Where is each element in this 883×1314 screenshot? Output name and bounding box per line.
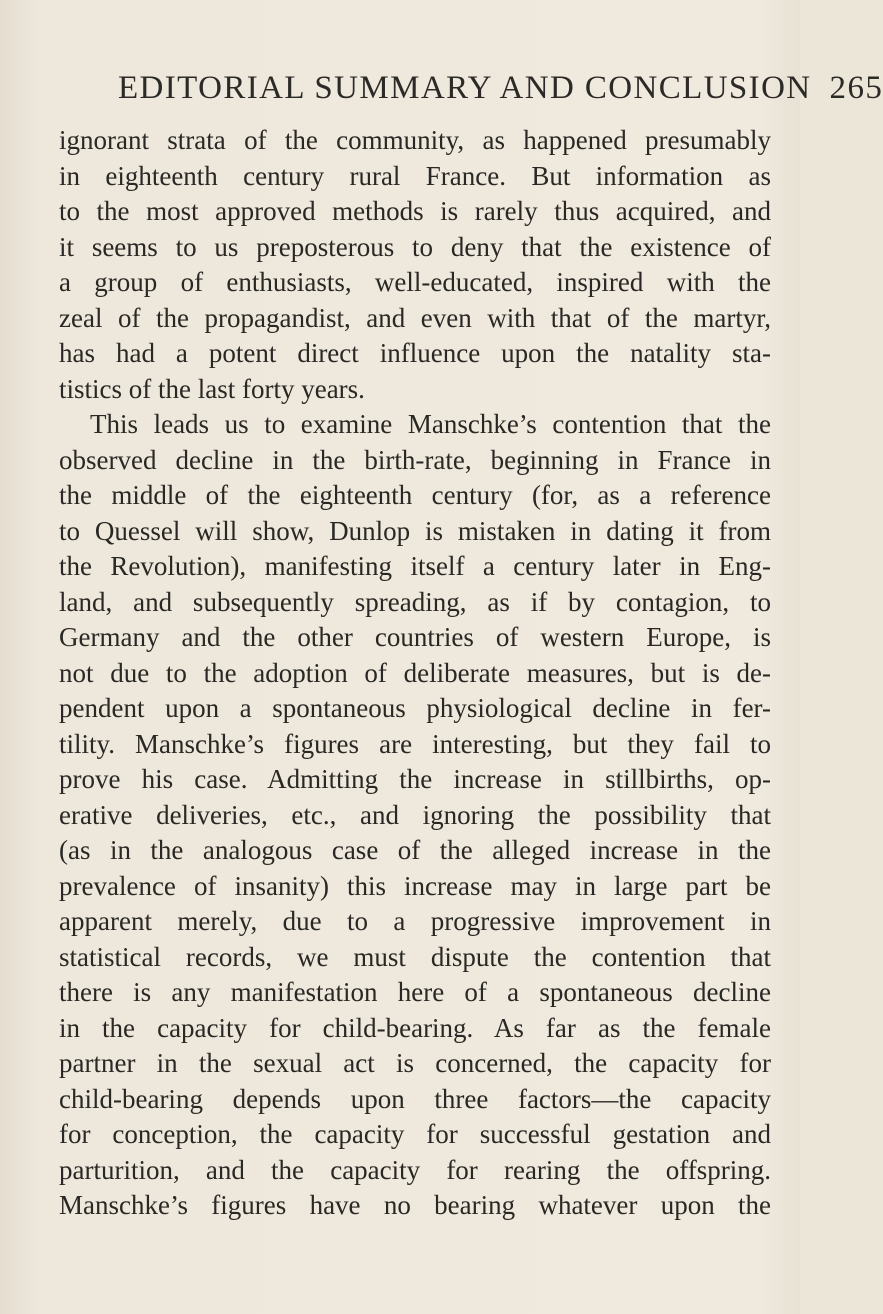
text-line: land, and subsequently spreading, as if by contagion, to xyxy=(59,586,771,617)
text-line: to the most approved methods is rarely thus acquired, and xyxy=(59,196,771,226)
text-line: for conception, the capacity for successful gestation and xyxy=(59,1119,771,1149)
text-line: the Revolution), manifesting itself a century later in Eng- xyxy=(59,551,771,581)
text-line: ignorant strata of the community, as happened presumably xyxy=(59,125,771,155)
text-line: observed decline in the birth-rate, beginning in France in xyxy=(59,444,771,475)
text-line: statistical records, we must dispute the contention that xyxy=(59,941,771,972)
text-line: in the capacity for child-bearing. As far as the female xyxy=(59,1012,771,1043)
text-line: Germany and the other countries of western Europe, is xyxy=(59,622,771,652)
text-line: it seems to us preposterous to deny that the existence of xyxy=(59,231,771,262)
text-line: in eighteenth century rural France. But information as xyxy=(59,160,771,191)
text-line: apparent merely, due to a progressive improvement in xyxy=(59,906,771,936)
text-line: This leads us to examine Manschke’s contention that the xyxy=(90,409,771,439)
text-line: tistics of the last forty years. xyxy=(59,373,365,404)
text-line: prove his case. Admitting the increase in stillbirths, op- xyxy=(59,764,771,794)
page-number: 265 xyxy=(829,70,883,106)
running-header xyxy=(118,70,883,107)
text-line: child-bearing depends upon three factors—the capacity xyxy=(59,1083,771,1114)
header-title: EDITORIAL SUMMARY AND CONCLUSION xyxy=(118,70,812,106)
text-line: not due to the adoption of deliberate measures, but is de- xyxy=(59,657,771,688)
text-line: tility. Manschke’s figures are interesting, but they fail to xyxy=(59,728,771,759)
text-line: erative deliveries, etc., and ignoring the possibility that xyxy=(59,799,771,830)
text-line: Manschke’s figures have no bearing whatever upon the xyxy=(59,1190,771,1220)
text-line: there is any manifestation here of a spontaneous decline xyxy=(59,977,771,1007)
text-line: parturition, and the capacity for rearing the offspring. xyxy=(59,1154,771,1185)
text-line: a group of enthusiasts, well-educated, inspired with the xyxy=(59,267,771,297)
text-line: the middle of the eighteenth century (for, as a reference xyxy=(59,480,771,510)
text-line: zeal of the propagandist, and even with that of the martyr, xyxy=(59,302,771,333)
text-line: prevalence of insanity) this increase may in large part be xyxy=(59,870,771,901)
text-line: partner in the sexual act is concerned, the capacity for xyxy=(59,1048,771,1078)
body-text xyxy=(59,123,771,1224)
text-line: (as in the analogous case of the alleged increase in the xyxy=(59,835,771,865)
text-line: has had a potent direct influence upon the natality sta- xyxy=(59,338,771,368)
text-line: to Quessel will show, Dunlop is mistaken in dating it from xyxy=(59,515,771,546)
text-line: pendent upon a spontaneous physiological decline in fer- xyxy=(59,693,771,723)
